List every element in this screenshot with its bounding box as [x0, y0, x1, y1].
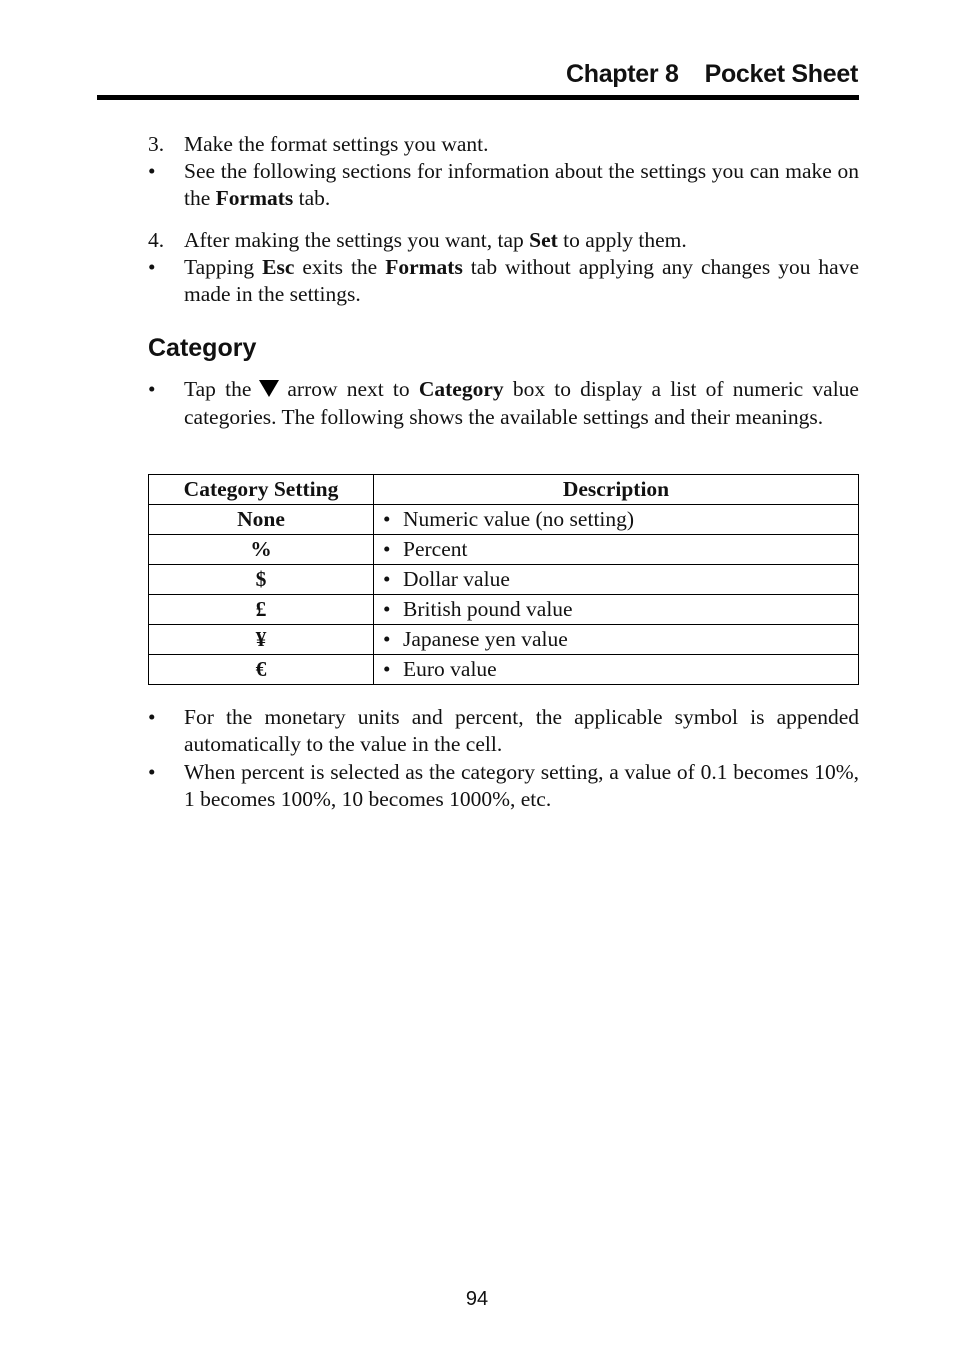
chapter-label: Chapter 8	[565, 60, 679, 88]
category-table	[148, 474, 859, 685]
chapter-title: Pocket Sheet	[704, 60, 858, 88]
note-text: When percent is selected as the category setting, a value of 0.1 becomes 10%, 1 becomes 100%, 10 becomes 1000%, etc.	[184, 760, 859, 811]
step-4	[148, 227, 859, 254]
description-cell: • Numeric value (no setting)	[374, 505, 859, 535]
note-percent	[148, 759, 859, 813]
bullet-marker: •	[148, 255, 156, 279]
step-4-note	[148, 254, 859, 308]
down-triangle-icon	[259, 377, 279, 404]
step-text: Make the format settings you want.	[184, 132, 489, 156]
setting-cell: None	[149, 505, 374, 535]
page-number: 94	[465, 1288, 489, 1310]
section-heading: Category	[148, 334, 257, 362]
description-cell: • Euro value	[374, 655, 859, 685]
table-header-row	[149, 475, 859, 505]
list-marker: 4.	[148, 228, 165, 252]
setting-cell: %	[149, 535, 374, 565]
header-rule	[97, 95, 859, 100]
bullet-marker: •	[148, 377, 156, 401]
bullet-marker: •	[148, 159, 156, 183]
step-3	[148, 131, 859, 158]
step-text: After making the settings you want, tap Set to apply them.	[184, 228, 687, 252]
setting-cell: ¥	[149, 625, 374, 655]
note-monetary	[148, 704, 859, 758]
table-row	[149, 535, 859, 565]
bullet-marker: •	[148, 760, 156, 784]
table-row	[149, 625, 859, 655]
table-row	[149, 655, 859, 685]
description-cell: • Dollar value	[374, 565, 859, 595]
table-row	[149, 595, 859, 625]
note-text: See the following sections for information about the settings you can make on the Formats tab.	[184, 159, 859, 210]
column-header: Category Setting	[149, 475, 374, 505]
category-intro	[148, 376, 859, 431]
description-cell: • Percent	[374, 535, 859, 565]
description-cell: • British pound value	[374, 595, 859, 625]
running-header	[566, 60, 858, 89]
list-marker: 3.	[148, 132, 165, 156]
intro-text: Tap the arrow next to Category box to display a list of numeric value categories. The following shows the available settings and their meanings.	[184, 377, 859, 429]
description-cell: • Japanese yen value	[374, 625, 859, 655]
setting-cell: £	[149, 595, 374, 625]
setting-cell: $	[149, 565, 374, 595]
note-text: For the monetary units and percent, the applicable symbol is appended automatically to the value in the cell.	[184, 705, 859, 756]
table-row	[149, 505, 859, 535]
table-row	[149, 565, 859, 595]
setting-cell: €	[149, 655, 374, 685]
step-3-note	[148, 158, 859, 212]
note-text: Tapping Esc exits the Formats tab without applying any changes you have made in the settings.	[184, 255, 860, 306]
bullet-marker: •	[148, 705, 156, 729]
column-header: Description	[374, 475, 859, 505]
